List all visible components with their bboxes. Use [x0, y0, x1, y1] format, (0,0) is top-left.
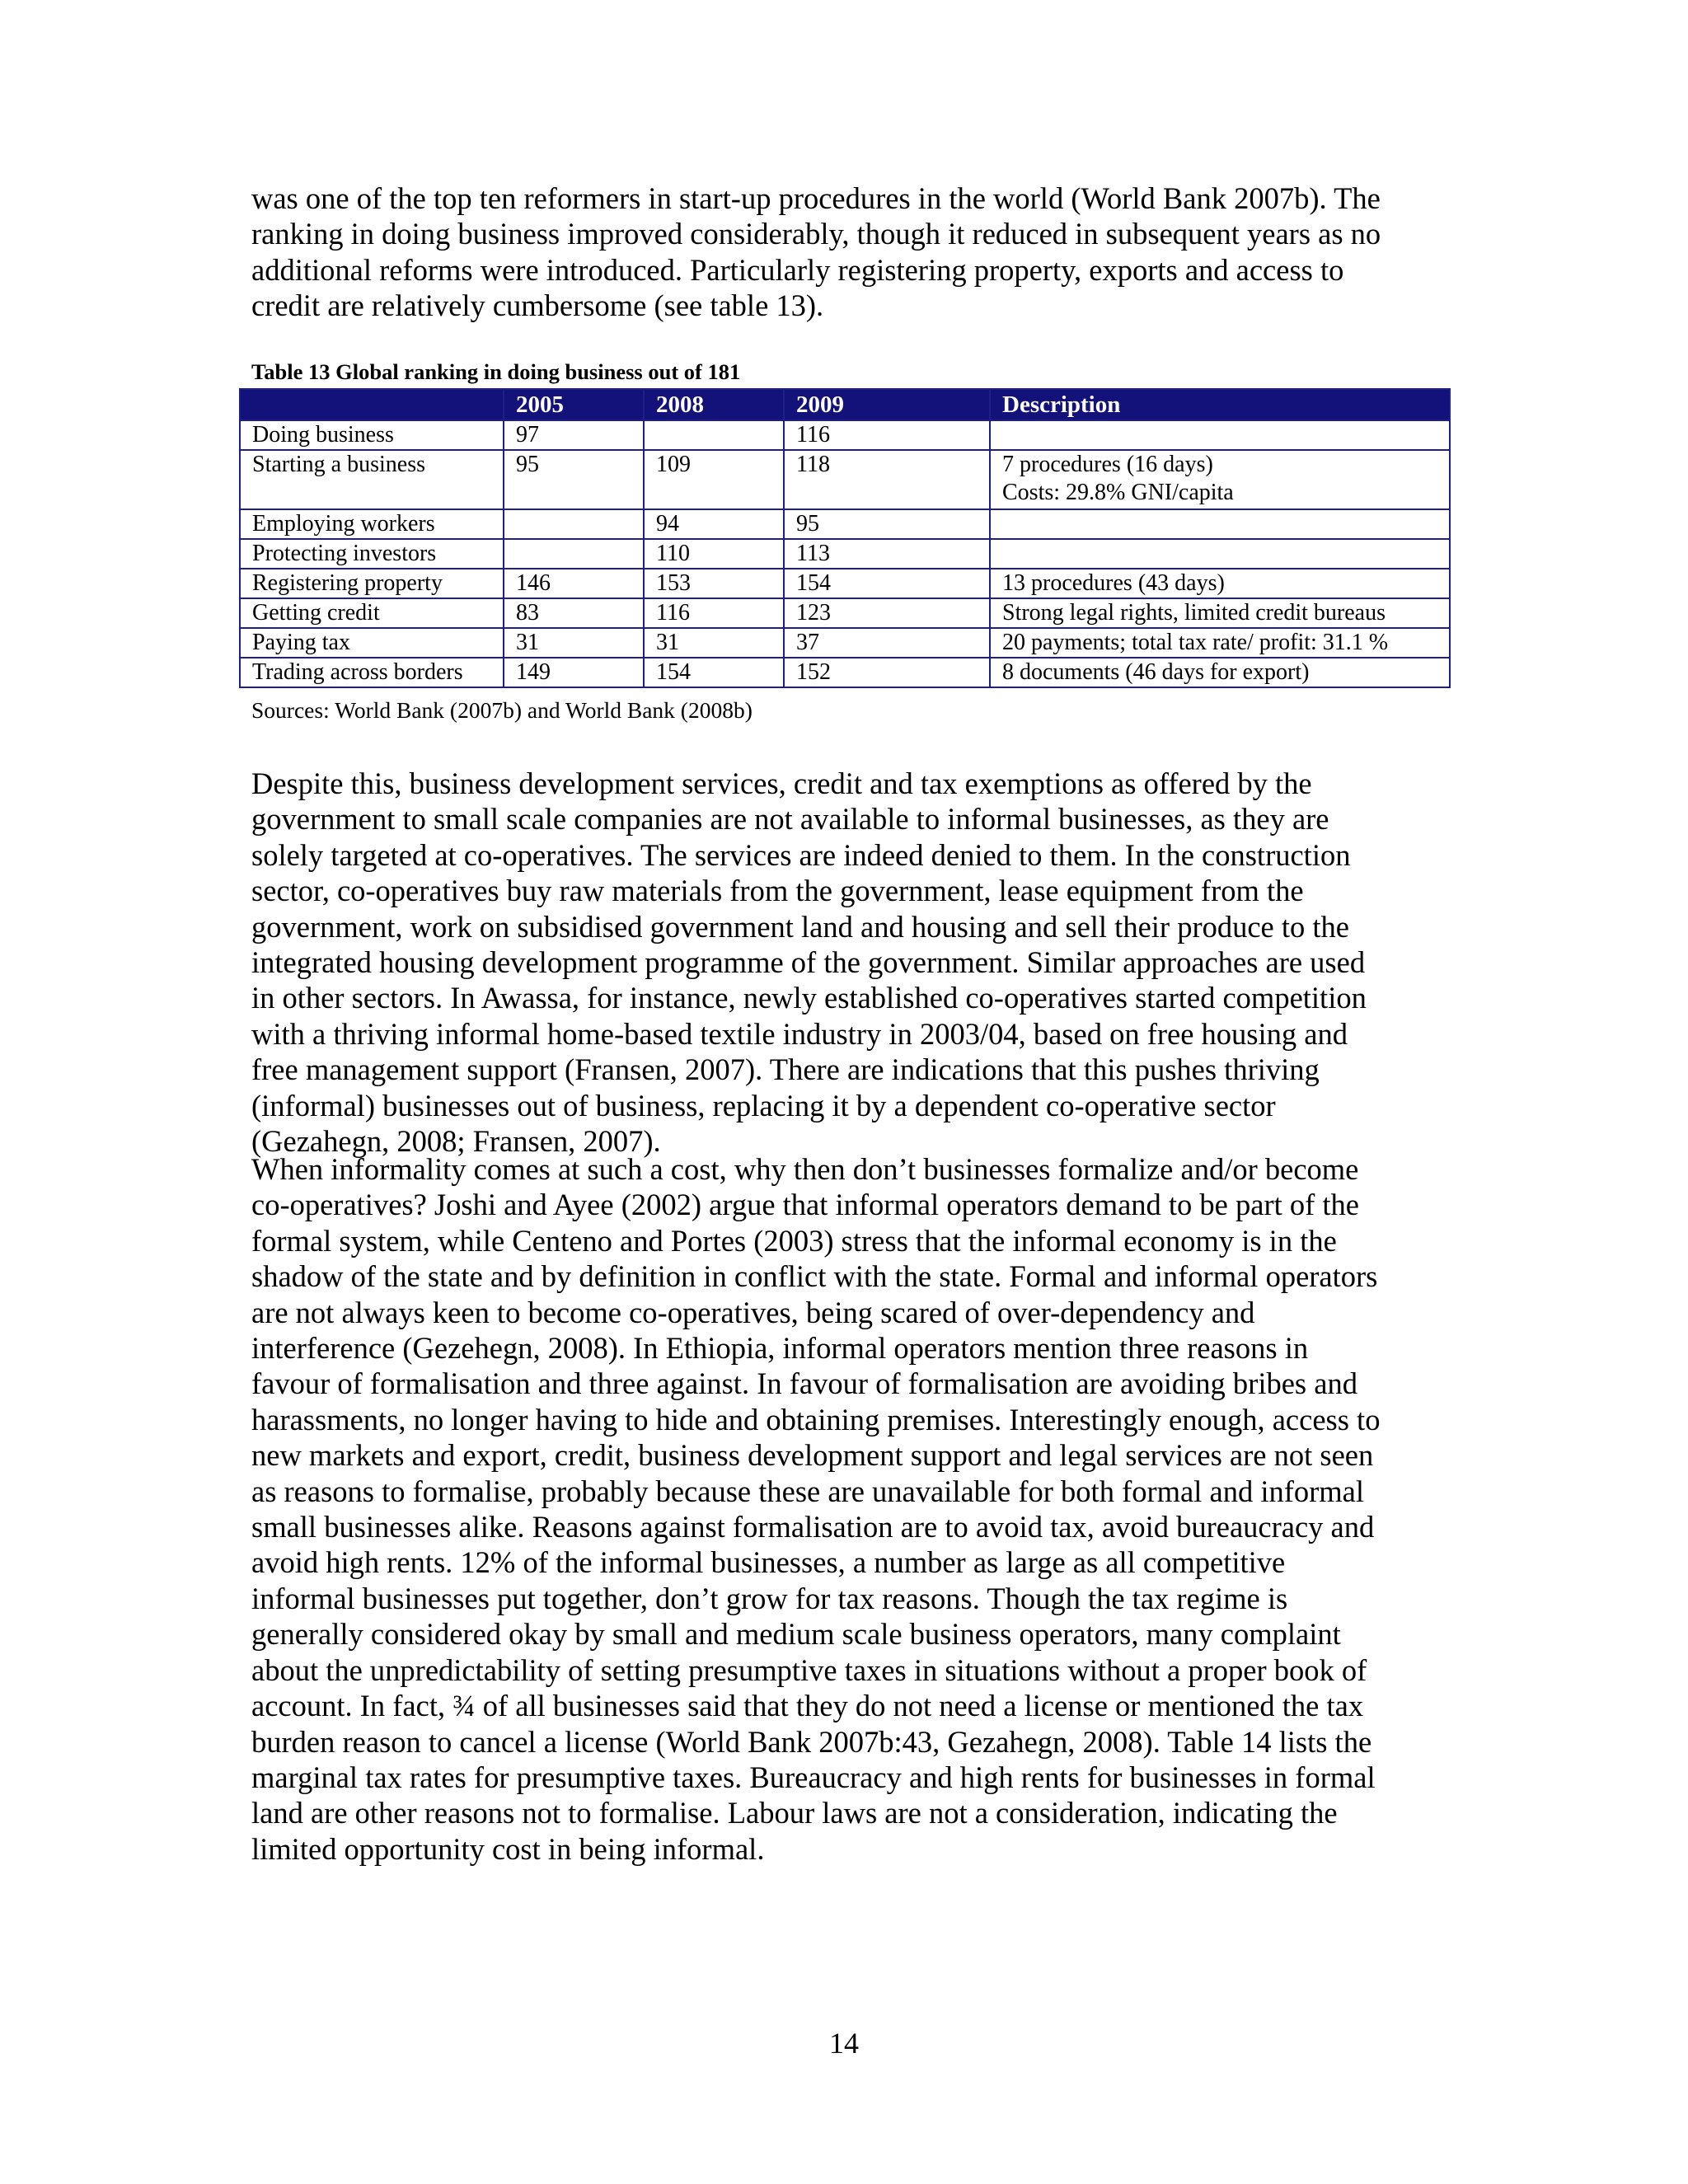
cell-2005: 83	[504, 598, 644, 628]
text-line: government, work on subsidised government land and housing and sell their produce to the	[251, 909, 1349, 944]
text-line: avoid high rents. 12% of the informal businesses, a number as large as all competitive	[251, 1545, 1286, 1580]
text-line: (Gezahegn, 2008; Fransen, 2007).	[251, 1124, 661, 1159]
header-cell-2009: 2009	[784, 389, 990, 420]
text-line: account. In fact, ¾ of all businesses said that they do not need a license or mentioned the tax	[251, 1689, 1364, 1723]
text-line: are not always keen to become co-operatives, being scared of over-dependency and	[251, 1295, 1255, 1329]
text-line: generally considered okay by small and medium scale business operators, many complaint	[251, 1617, 1341, 1652]
cell-2008: 116	[644, 598, 784, 628]
text-line: ranking in doing business improved considerably, though it reduced in subsequent years as no	[251, 217, 1381, 251]
text-line: harassments, no longer having to hide and obtaining premises. Interestingly enough, access to	[251, 1402, 1381, 1436]
cell-2008: 153	[644, 569, 784, 598]
cell-2008: 109	[644, 450, 784, 509]
header-cell-label	[240, 389, 504, 420]
cell-2009: 95	[784, 509, 990, 539]
cell-2005: 146	[504, 569, 644, 598]
row-label: Getting credit	[240, 598, 504, 628]
header-cell-2005: 2005	[504, 389, 644, 420]
text-line: sector, co-operatives buy raw materials from the government, lease equipment from the	[251, 874, 1304, 908]
row-label: Protecting investors	[240, 539, 504, 569]
description-line: Costs: 29.8% GNI/capita	[1002, 480, 1234, 505]
row-label: Doing business	[240, 420, 504, 450]
text-line: co-operatives? Joshi and Ayee (2002) argue that informal operators demand to be part of the	[251, 1188, 1359, 1222]
text-line: interference (Gezehegn, 2008). In Ethiopia, informal operators mention three reasons in	[251, 1331, 1309, 1366]
cell-description	[990, 420, 1450, 450]
table-caption: Table 13 Global ranking in doing business out of 181	[251, 359, 741, 384]
cell-2008	[644, 420, 784, 450]
text-line: as reasons to formalise, probably because these are unavailable for both formal and informal	[251, 1474, 1365, 1508]
cell-description	[990, 450, 1450, 509]
cell-description	[990, 509, 1450, 539]
cell-2005	[504, 509, 644, 539]
text-line: favour of formalisation and three against. In favour of formalisation are avoiding bribes and	[251, 1366, 1357, 1401]
body-paragraph-3	[251, 1151, 1447, 1867]
cell-2005: 97	[504, 420, 644, 450]
description-line: 7 procedures (16 days)	[1002, 452, 1213, 477]
cell-2008: 154	[644, 658, 784, 687]
header-cell-2008: 2008	[644, 389, 784, 420]
text-line: additional reforms were introduced. Particularly registering property, exports and access to	[251, 252, 1344, 287]
text-line: in other sectors. In Awassa, for instance, newly established co-operatives started competition	[251, 981, 1367, 1015]
cell-description: Strong legal rights, limited credit bureaus	[990, 598, 1450, 628]
cell-2009: 116	[784, 420, 990, 450]
text-line: When informality comes at such a cost, why then don’t businesses formalize and/or become	[251, 1152, 1359, 1186]
table-row	[240, 450, 1450, 509]
text-line: limited opportunity cost in being informal.	[251, 1831, 765, 1866]
cell-2005: 95	[504, 450, 644, 509]
text-line: (informal) businesses out of business, replacing it by a dependent co-operative sector	[251, 1088, 1276, 1122]
cell-2009: 37	[784, 628, 990, 658]
table-row	[240, 658, 1450, 687]
table-row	[240, 539, 1450, 569]
text-line: about the unpredictability of setting presumptive taxes in situations without a proper book of	[251, 1652, 1367, 1687]
table-row	[240, 598, 1450, 628]
cell-2008: 31	[644, 628, 784, 658]
text-line: small businesses alike. Reasons against formalisation are to avoid tax, avoid bureaucracy and	[251, 1510, 1375, 1544]
text-line: new markets and export, credit, business development support and legal services are not seen	[251, 1438, 1374, 1473]
text-line: free management support (Fransen, 2007). There are indications that this pushes thriving	[251, 1052, 1320, 1087]
row-label: Employing workers	[240, 509, 504, 539]
table-header-row	[240, 389, 1450, 420]
cell-2009: 113	[784, 539, 990, 569]
text-line: Despite this, business development services, credit and tax exemptions as offered by the	[251, 766, 1312, 800]
cell-2009: 123	[784, 598, 990, 628]
body-paragraph-2	[251, 766, 1447, 1159]
cell-2009: 152	[784, 658, 990, 687]
text-line: solely targeted at co-operatives. The services are indeed denied to them. In the construction	[251, 837, 1351, 872]
table-source: Sources: World Bank (2007b) and World Bank (2008b)	[251, 697, 753, 723]
cell-2009: 118	[784, 450, 990, 509]
header-cell-description: Description	[990, 389, 1450, 420]
cell-description: 13 procedures (43 days)	[990, 569, 1450, 598]
cell-description: 20 payments; total tax rate/ profit: 31.1 %	[990, 628, 1450, 658]
cell-2009: 154	[784, 569, 990, 598]
text-line: formal system, while Centeno and Portes (2003) stress that the informal economy is in the	[251, 1223, 1337, 1258]
table-row	[240, 628, 1450, 658]
row-label: Starting a business	[240, 450, 504, 509]
text-line: with a thriving informal home-based textile industry in 2003/04, based on free housing and	[251, 1016, 1348, 1051]
cell-description	[990, 539, 1450, 569]
table-row	[240, 569, 1450, 598]
text-line: integrated housing development programme of the government. Similar approaches are used	[251, 945, 1366, 980]
row-label: Registering property	[240, 569, 504, 598]
cell-2008: 110	[644, 539, 784, 569]
table-row	[240, 420, 1450, 450]
text-line: burden reason to cancel a license (World Bank 2007b:43, Gezahegn, 2008). Table 14 lists the	[251, 1724, 1372, 1759]
cell-2008: 94	[644, 509, 784, 539]
text-line: shadow of the state and by definition in conflict with the state. Formal and informal operators	[251, 1259, 1378, 1294]
text-line: government to small scale companies are not available to informal businesses, as they are	[251, 802, 1329, 837]
cell-2005: 31	[504, 628, 644, 658]
text-line: credit are relatively cumbersome (see table 13).	[251, 288, 824, 323]
text-line: informal businesses put together, don’t grow for tax reasons. Though the tax regime is	[251, 1581, 1288, 1615]
text-line: land are other reasons not to formalise. Labour laws are not a consideration, indicating the	[251, 1796, 1338, 1830]
intro-paragraph	[251, 180, 1447, 324]
row-label: Trading across borders	[240, 658, 504, 687]
text-line: marginal tax rates for presumptive taxes. Bureaucracy and high rents for businesses in formal	[251, 1760, 1376, 1794]
ranking-table	[239, 388, 1451, 688]
row-label: Paying tax	[240, 628, 504, 658]
table-row	[240, 509, 1450, 539]
text-line: was one of the top ten reformers in start-up procedures in the world (World Bank 2007b). The	[251, 181, 1381, 215]
page-number: 14	[829, 2027, 859, 2060]
cell-description: 8 documents (46 days for export)	[990, 658, 1450, 687]
cell-2005	[504, 539, 644, 569]
cell-2005: 149	[504, 658, 644, 687]
